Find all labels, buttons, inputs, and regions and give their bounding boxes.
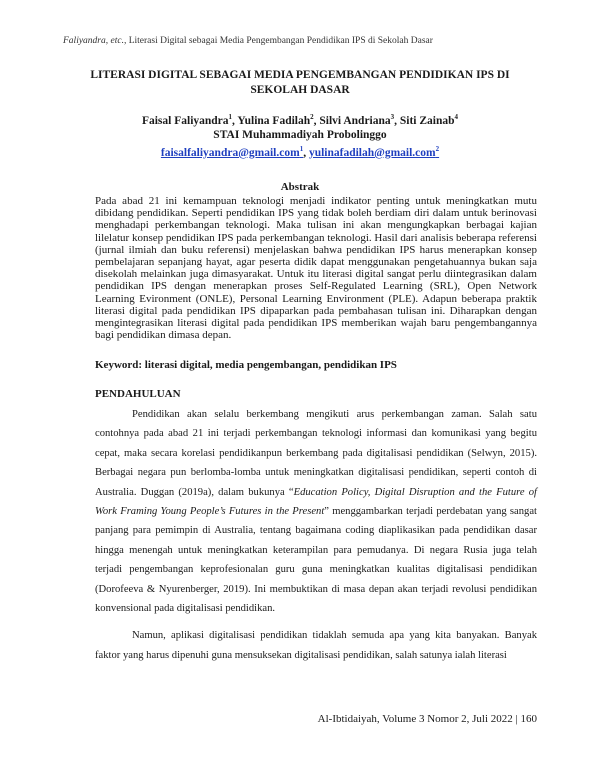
footer-journal: Al-Ibtidaiyah, Volume 3 Nomor 2, Juli 2022: [317, 713, 513, 725]
author-block: [63, 110, 537, 160]
author-name: Silvi Andriana: [319, 114, 391, 127]
email-mark: 1: [299, 144, 304, 153]
paragraph-text: Pendidikan akan selalu berkembang mengikuti arus perkembangan zaman. Salah satu contohnya pada abad 21 ini terjadi perkembangan teknologi informasi dan komunikasi yang begitu cepat, maka secara korelasi pendidikanpun berkembang pada digitalisasi pendidikan (Selwyn, 2015). Berbagai negara pun berlomba-lomba untuk meningkatkan digitalisasi pendidikan, seperti contoh di Australia. Duggan (2019a), dalam bukunya “: [95, 409, 537, 498]
abstract-text: Pada abad 21 ini kemampuan teknologi menjadi indikator penting untuk meningkatkan mutu dibidang pendidikan. Seperti pendidikan IPS yang tidak boleh berdiam diri dalam untuk berinovasi menghadapi perkembangan teknologi. Maka tulisan ini akan mengungkapkan berbagai kajian lilelatur konsep pendidikan IPS pada perkembangan teknologi. Hasil dari analisis beberapa referensi (jurnal ilmiah dan buku referensi) menjelaskan bahwa pendidikan IPS harus menerapkan konsep pembelajaran sepanjang hayat, agar peserta didik dapat menggunakan pengetahuannya bukan saja disekolah melainkan juga dimasyarakat. Untuk itu literasi digital sangat perlu diintegrasikan dalam pendidikan IPS dengan menerapkan proses Self-Regulated Learning (SRL), Open Network Learning Evironment (ONLE), Personal Learning Environment (PLE). Adapun beberapa praktik literasi digital pada pendidikan IPS dipaparkan pada pembahasan tulisan ini. Diharapkan dengan mengintegrasikan literasi digital pada pendidikan IPS memberikan wajah baru pengembangannya bagi pendidikan dimasa depan.: [95, 195, 537, 342]
running-header-title: Literasi Digital sebagai Media Pengembangan Pendidikan IPS di Sekolah Dasar: [126, 36, 433, 46]
footer-separator: |: [512, 713, 521, 725]
abstract-heading: Abstrak: [280, 181, 320, 193]
running-header: [63, 36, 433, 46]
author-name: Siti Zainab: [399, 114, 455, 127]
email-address: faisalfaliyandra@gmail.com: [160, 146, 300, 159]
body-paragraph: [95, 405, 537, 618]
author-affiliation-mark: 4: [454, 113, 459, 121]
email-address: yulinafadilah@gmail.com: [308, 146, 436, 159]
email-mark: 2: [435, 144, 440, 153]
author-name: Faisal Faliyandra: [141, 114, 229, 127]
keywords: Keyword: literasi digital, media pengembangan, pendidikan IPS: [95, 359, 397, 371]
author-list: Faisal Faliyandra$^1$, Yulina Fadilah$^2$, Silvi Andriana$^3$, Siti Zainab$^4$: [141, 113, 459, 127]
body-paragraph: Namun, aplikasi digitalisasi pendidikan tidaklah semuda apa yang kita banyakan. Banyak faktor yang harus dipenuhi guna mensuksekan digitalisasi pendidikan, salah satunya ialah literasi: [95, 630, 537, 661]
email-link[interactable]: [308, 144, 440, 159]
book-title: Education Policy, Digital Disruption and the Future of Work Framing Young People’s Futures in the Present: [95, 486, 537, 518]
paragraph-text: ” menggambarkan terjadi perdebatan yang sangat panjang para pemimpin di Australia, tentang bagaimana coding diaplikasikan pada pendidikan dasar hingga menengah untuk meningkatkan keterampilan para pemudanya. Di negara Rusia juga telah terjadi pengembangan keprofesionalan guru guna meningkatkan kualitas digitalisasi pendidikan (Dorofeeva & Nyurenberger, 2019). Ini membuktikan di masa depan akan terjadi revolusi pendidikan konvensional pada digitalisasi pendidikan.: [95, 506, 537, 615]
author-affiliation-mark: 2: [310, 113, 314, 121]
section-body: [95, 405, 537, 665]
page-number: 160: [520, 713, 537, 725]
author-affiliation-mark: 1: [228, 113, 233, 121]
author-affiliation-mark: 3: [390, 113, 395, 121]
affiliation: STAI Muhammadiyah Probolinggo: [213, 128, 387, 141]
page-footer: [318, 713, 537, 725]
author-name: Yulina Fadilah: [237, 114, 311, 127]
article-title: LITERASI DIGITAL SEBAGAI MEDIA PENGEMBANGAN PENDIDIKAN IPS DI SEKOLAH DASAR: [90, 69, 510, 96]
section-heading: PENDAHULUAN: [95, 388, 181, 400]
running-header-authors: Faliyandra, etc.,: [63, 36, 127, 46]
email-list: faisalfaliyandra@gmail.com$^1$, yulinafadilah@gmail.com$^2$: [160, 144, 440, 159]
